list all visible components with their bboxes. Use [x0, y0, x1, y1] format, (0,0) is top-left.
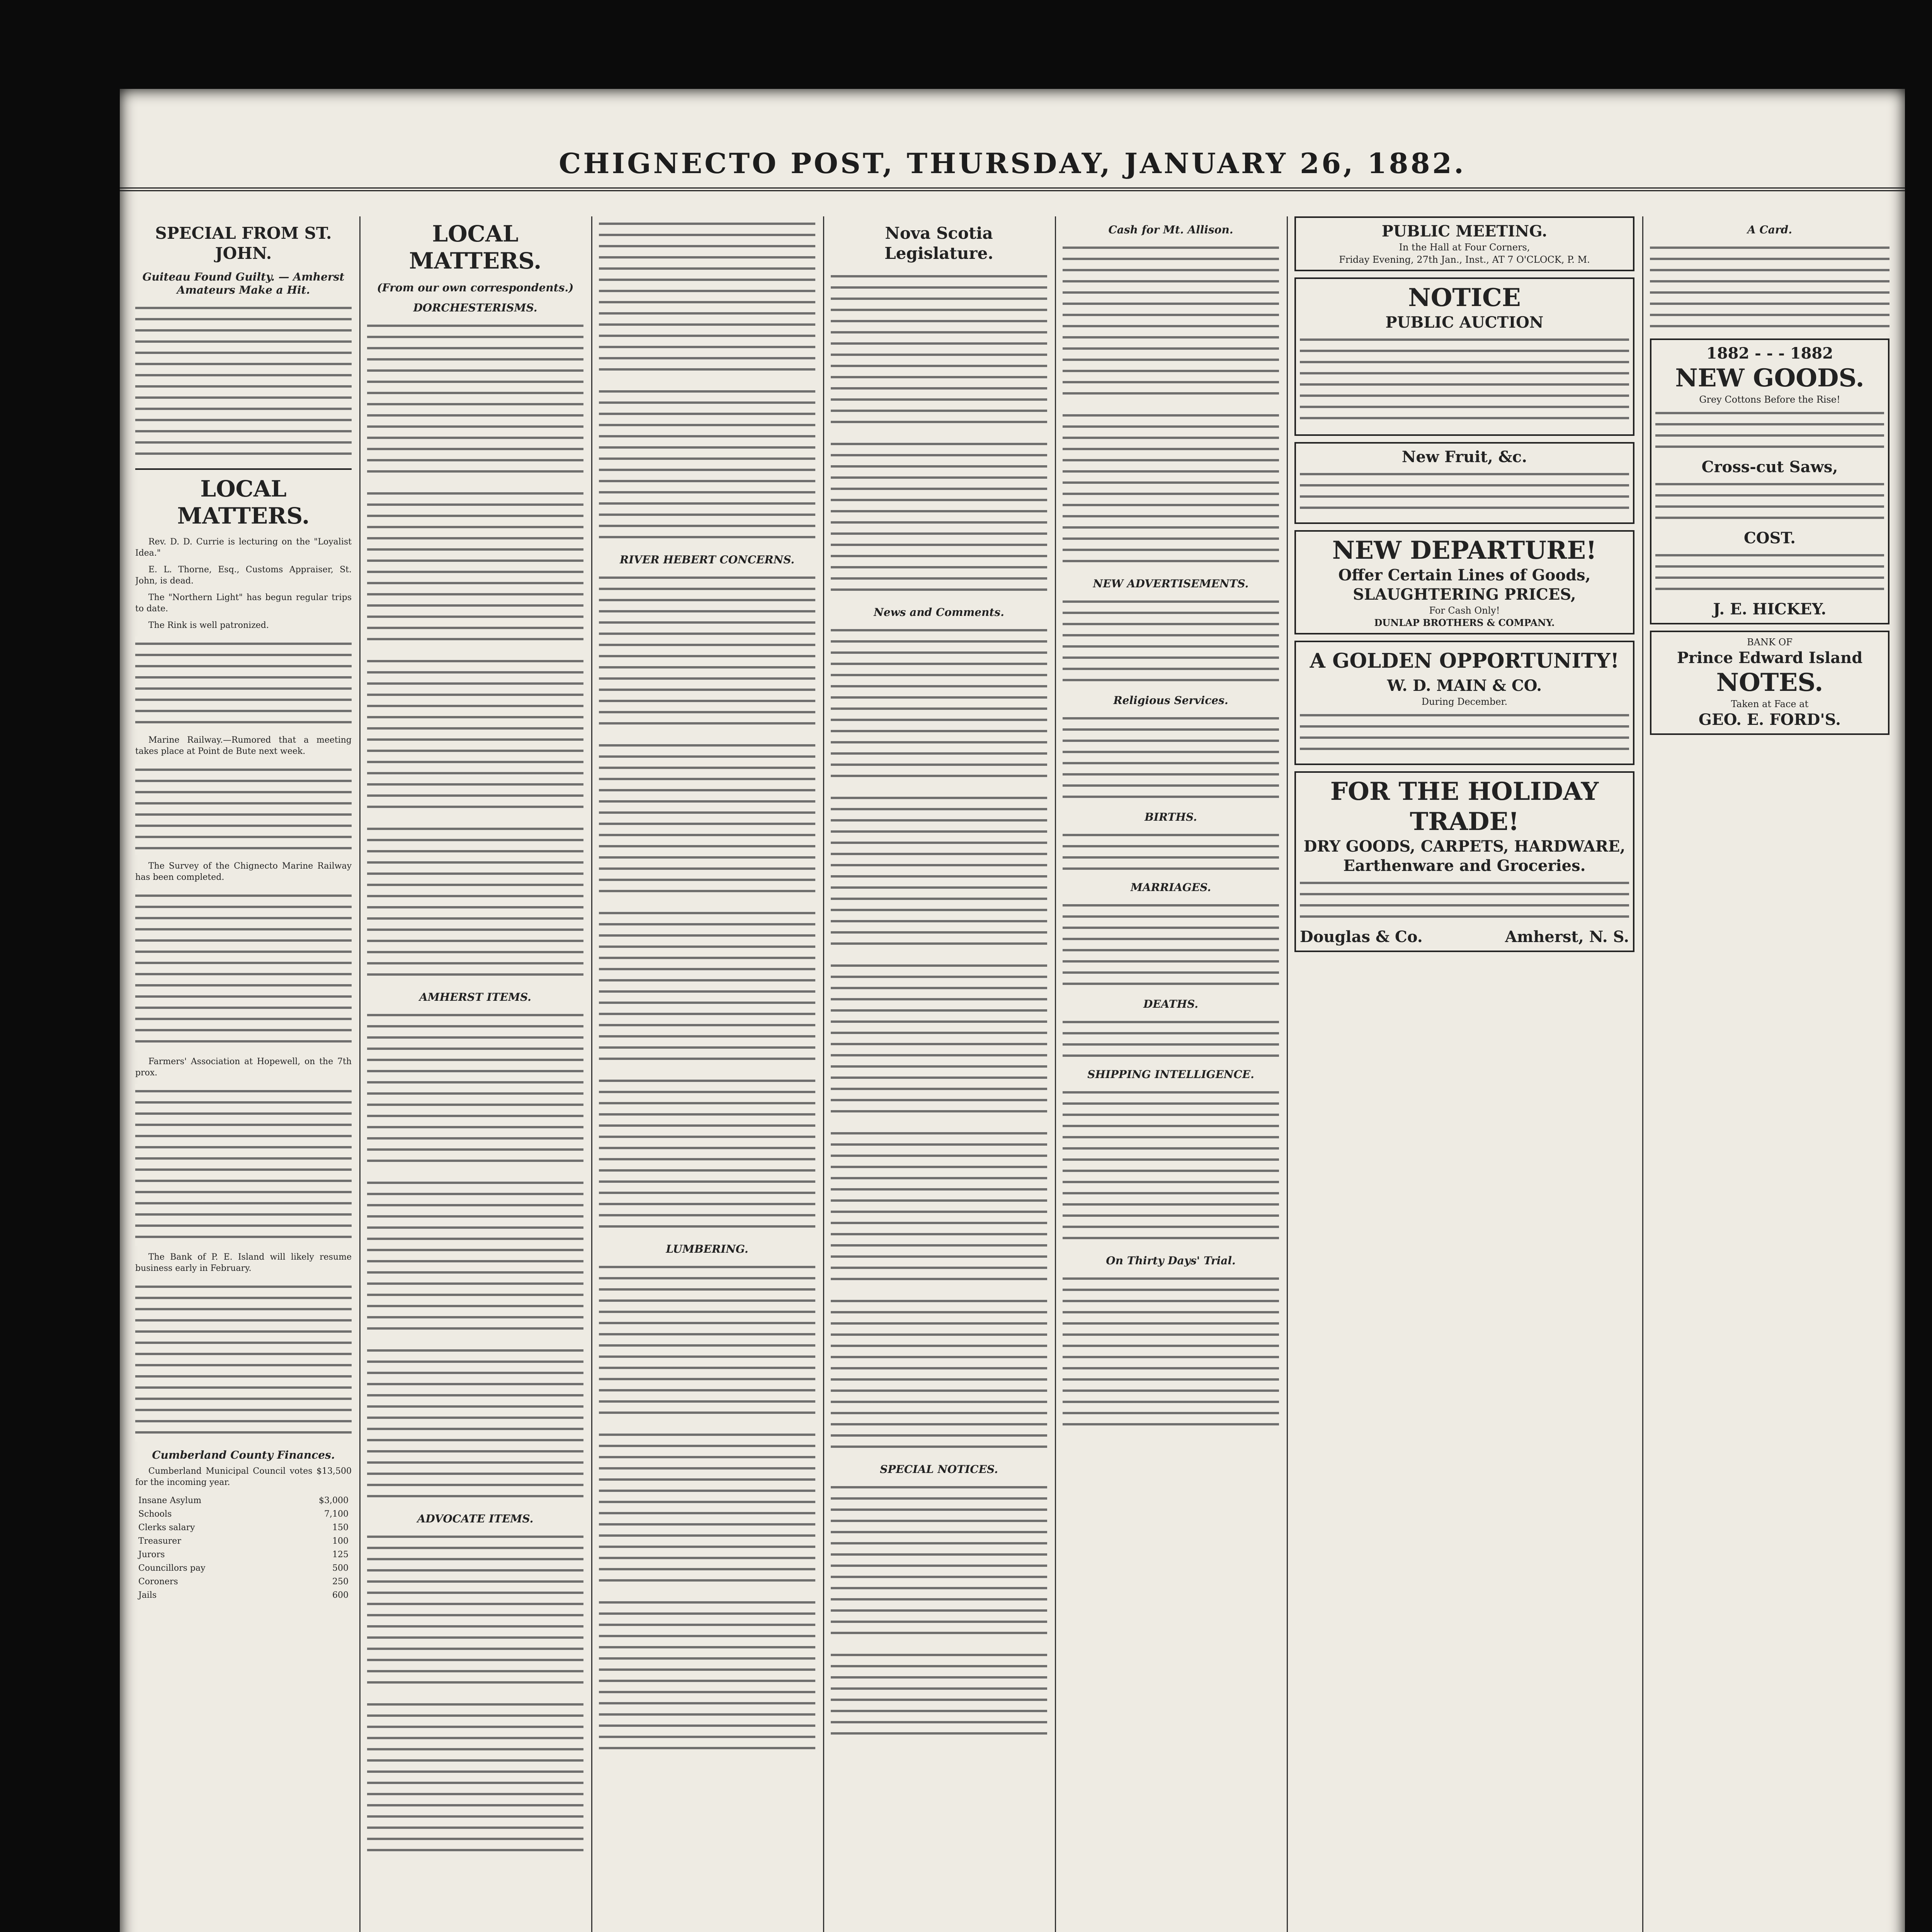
article-text [1063, 898, 1279, 991]
article-text [1063, 828, 1279, 874]
headline-shipping: SHIPPING INTELLIGENCE. [1087, 1068, 1254, 1081]
article-text [1655, 406, 1884, 452]
article-text [135, 636, 352, 729]
column-6-ads [1294, 216, 1634, 1932]
finance-intro: Cumberland Municipal Council votes $13,500 for the incoming year. [135, 1466, 352, 1487]
subscription-list [1063, 408, 1279, 570]
ad-new-goods: 1882 - - - 1882 NEW GOODS. Grey Cottons Before the Rise! Cross-cut Saws, COST. J. E. HICKEY. [1650, 338, 1889, 624]
headline-lumbering: LUMBERING. [666, 1243, 748, 1255]
headline-river-hebert: RIVER HEBERT CONCERNS. [619, 553, 795, 566]
article-text [599, 1260, 815, 1422]
article-text [367, 1175, 583, 1338]
ad-new-departure: NEW DEPARTURE! Offer Certain Lines of Goods, SLAUGHTERING PRICES, For Cash Only! DUNLAP BROTHERS & COMPANY. [1294, 530, 1634, 634]
article-text [831, 269, 1047, 431]
item-northern-light: The "Northern Light" has begun regular trips to date. [135, 593, 352, 614]
headline-marriages: MARRIAGES. [1130, 881, 1211, 894]
column-4 [831, 216, 1047, 1932]
headline-card: A Card. [1747, 223, 1792, 236]
item-thorne: E. L. Thorne, Esq., Customs Appraiser, St. John, is dead. [135, 565, 352, 586]
ad-list [1063, 594, 1279, 687]
table-row: Jails 600 [138, 1590, 349, 1600]
article-text [1650, 240, 1889, 333]
article-text [1300, 876, 1629, 922]
article-text [367, 486, 583, 648]
article-text [135, 1279, 352, 1442]
table-row: Clerks salary 150 [138, 1523, 349, 1532]
headline-finances: Cumberland County Finances. [152, 1449, 335, 1461]
headline-dorchesterisms: DORCHESTERISMS. [413, 301, 537, 314]
article-text [1300, 708, 1629, 754]
headline-amherst-items: AMHERST ITEMS. [419, 991, 531, 1003]
column-1 [135, 216, 352, 1932]
item-currie: Rev. D. D. Currie is lecturing on the "Loyalist Idea." [135, 537, 352, 558]
table-row: Schools 7,100 [138, 1509, 349, 1519]
subhead-guiteau: Guiteau Found Guilty. — Amherst Amateurs Make a Hit. [142, 270, 345, 296]
column-3 [599, 216, 815, 1932]
table-row: Insane Asylum $3,000 [138, 1496, 349, 1505]
headline-legislature: Nova Scotia Legislature. [884, 224, 993, 263]
table-row: Jurors 125 [138, 1550, 349, 1560]
headline-births: BIRTHS. [1145, 811, 1197, 823]
article-text [831, 1648, 1047, 1740]
table-row: Councillors pay 500 [138, 1563, 349, 1573]
item-farmers: Farmers' Association at Hopewell, on the 7th prox. [135, 1057, 352, 1078]
headline-news-comments: News and Comments. [874, 606, 1004, 619]
byline: (From our own correspondents.) [377, 281, 574, 294]
item-survey: The Survey of the Chignecto Marine Railway has been completed. [135, 861, 352, 882]
article-text [831, 1126, 1047, 1288]
article-text [1063, 1085, 1279, 1247]
article-text [367, 1697, 583, 1859]
article-text [367, 318, 583, 481]
headline-local-matters-2: LOCAL MATTERS. [409, 221, 542, 274]
headline-advocate-items: ADVOCATE ITEMS. [417, 1512, 534, 1525]
headline-trial: On Thirty Days' Trial. [1106, 1254, 1236, 1267]
column-7-ads [1650, 216, 1889, 1932]
article-text [367, 1343, 583, 1505]
newspaper-page [120, 89, 1905, 1932]
article-text [831, 623, 1047, 785]
article-text [599, 738, 815, 900]
headline-deaths: DEATHS. [1143, 998, 1199, 1010]
finance-table [135, 1493, 352, 1602]
article-text [1655, 548, 1884, 594]
ad-notice-auction: NOTICE PUBLIC AUCTION [1294, 277, 1634, 436]
table-row: Treasurer 100 [138, 1536, 349, 1546]
ad-bank-notes: BANK OF Prince Edward Island NOTES. Taken at Face at GEO. E. FORD'S. [1650, 631, 1889, 735]
headline-new-ads: NEW ADVERTISEMENTS. [1093, 577, 1249, 590]
article-text [1655, 477, 1884, 523]
article-text [135, 888, 352, 1051]
article-text [367, 821, 583, 984]
article-text [599, 216, 815, 379]
article-text [367, 654, 583, 816]
article-text [135, 301, 352, 463]
article-text [831, 437, 1047, 599]
article-text [135, 762, 352, 855]
service-list [1063, 711, 1279, 804]
article-text [599, 1073, 815, 1236]
article-text [599, 906, 815, 1068]
article-text [367, 1529, 583, 1692]
headline-mt-allison: Cash for Mt. Allison. [1108, 223, 1233, 236]
article-text [1300, 467, 1629, 513]
column-5 [1063, 216, 1279, 1932]
article-text [831, 1480, 1047, 1642]
item-rink: The Rink is well patronized. [148, 621, 269, 630]
table-row: Coroners 250 [138, 1577, 349, 1587]
headline-religious: Religious Services. [1113, 694, 1228, 707]
ad-golden-opportunity: A GOLDEN OPPORTUNITY! W. D. MAIN & CO. During December. [1294, 641, 1634, 765]
ad-new-fruit: New Fruit, &c. [1294, 442, 1634, 524]
article-text [1063, 1271, 1279, 1434]
masthead: CHIGNECTO POST, THURSDAY, JANUARY 26, 1882. [120, 147, 1905, 191]
subscription-list [1063, 240, 1279, 403]
article-text [599, 1595, 815, 1757]
headline-special-notices: SPECIAL NOTICES. [880, 1463, 998, 1476]
headline-special-st-john: SPECIAL FROM ST. JOHN. [155, 224, 332, 263]
article-text [367, 1008, 583, 1170]
article-text [831, 791, 1047, 953]
article-text [1300, 332, 1629, 425]
ad-public-meeting: PUBLIC MEETING. In the Hall at Four Corners, Friday Evening, 27th Jan., Inst., AT 7 O'CLOCK, P. M. [1294, 216, 1634, 271]
column-2 [367, 216, 583, 1932]
article-text [135, 1084, 352, 1246]
article-text [599, 384, 815, 546]
headline-local-matters-1: LOCAL MATTERS. [177, 476, 310, 529]
item-bank-pei: The Bank of P. E. Island will likely resume business early in February. [135, 1252, 352, 1273]
article-text [831, 1294, 1047, 1456]
article-text [831, 958, 1047, 1121]
ad-holiday-trade: FOR THE HOLIDAY TRADE! DRY GOODS, CARPETS, HARDWARE, Earthenware and Groceries. Douglas & Co. Amherst, N. S. [1294, 771, 1634, 952]
article-text [599, 570, 815, 733]
article-text [1063, 1015, 1279, 1061]
item-marine-railway: Marine Railway.—Rumored that a meeting takes place at Point de Bute next week. [135, 735, 352, 756]
article-text [599, 1427, 815, 1590]
